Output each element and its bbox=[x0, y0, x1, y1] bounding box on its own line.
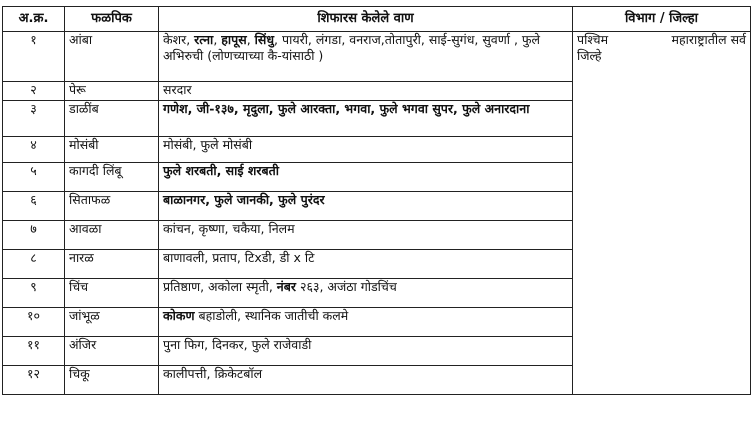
variety-text-bold: रत्ना bbox=[194, 32, 214, 47]
header-serial: अ.क्र. bbox=[3, 7, 65, 32]
variety-text: , bbox=[246, 32, 255, 47]
row-varieties bbox=[159, 279, 573, 308]
header-row bbox=[3, 7, 751, 32]
variety-text: सरदार bbox=[163, 82, 192, 97]
region-word-districts: जिल्हे bbox=[577, 48, 602, 63]
variety-text: , पायरी, लंगडा, वनराज,तोतापुरी, साई-सुगंध, सुवर्णा , फुले अभिरुची (लोणच्याच्या कै-यांसाठी ) bbox=[163, 32, 541, 63]
recommended-varieties-table bbox=[2, 6, 751, 395]
table-row bbox=[3, 32, 751, 82]
row-serial-number: ९ bbox=[3, 279, 65, 308]
row-crop-name: पेरू bbox=[65, 82, 159, 101]
variety-text: कांचन, कृष्णा, चकैया, निलम bbox=[163, 221, 295, 236]
row-varieties bbox=[159, 101, 573, 137]
variety-text: , bbox=[213, 32, 222, 47]
variety-text: बाणावली, प्रताप, टिxडी, डी x टि bbox=[163, 250, 315, 265]
row-crop-name: सिताफळ bbox=[65, 192, 159, 221]
variety-text: पुना फिग, दिनकर, फुले राजेवाडी bbox=[163, 337, 312, 352]
variety-text-bold: बाळानगर, फुले जानकी, फुले पुरंदर bbox=[163, 192, 325, 207]
variety-text-bold: सिंधु bbox=[254, 32, 275, 47]
header-varieties: शिफारस केलेले वाण bbox=[159, 7, 573, 32]
region-word-maharashtra: महाराष्ट्रातील सर्व bbox=[671, 32, 746, 47]
row-varieties bbox=[159, 250, 573, 279]
row-varieties bbox=[159, 163, 573, 192]
row-serial-number: ११ bbox=[3, 337, 65, 366]
variety-text-bold: फुले शरबती, साई शरबती bbox=[163, 163, 279, 178]
variety-text-bold: नंबर bbox=[276, 279, 296, 294]
row-crop-name: अंजिर bbox=[65, 337, 159, 366]
row-varieties bbox=[159, 221, 573, 250]
row-varieties bbox=[159, 137, 573, 163]
row-varieties bbox=[159, 337, 573, 366]
row-varieties bbox=[159, 308, 573, 337]
header-region: विभाग / जिल्हा bbox=[573, 7, 751, 32]
variety-text-bold: कोकण bbox=[163, 308, 195, 323]
row-crop-name: कागदी लिंबू bbox=[65, 163, 159, 192]
row-crop-name: चिकू bbox=[65, 366, 159, 395]
row-serial-number: ८ bbox=[3, 250, 65, 279]
row-serial-number: ५ bbox=[3, 163, 65, 192]
variety-text-bold: गणेश, जी-१३७, मृदुला, फुले आरक्ता, भगवा, फुले भगवा सुपर, फुले अनारदाना bbox=[163, 101, 530, 116]
row-serial-number: ४ bbox=[3, 137, 65, 163]
row-varieties bbox=[159, 366, 573, 395]
row-serial-number: ७ bbox=[3, 221, 65, 250]
row-varieties bbox=[159, 192, 573, 221]
variety-text: प्रतिष्ठाण, अकोला स्मृती, bbox=[163, 279, 277, 294]
table-body bbox=[3, 32, 751, 395]
variety-text: बहाडोली, स्थानिक जातीची कलमे bbox=[194, 308, 349, 323]
row-crop-name: चिंच bbox=[65, 279, 159, 308]
row-crop-name: डाळींब bbox=[65, 101, 159, 137]
row-varieties bbox=[159, 82, 573, 101]
row-crop-name: आंबा bbox=[65, 32, 159, 82]
variety-text: मोसंबी, फुले मोसंबी bbox=[163, 137, 253, 152]
region-cell bbox=[573, 32, 751, 395]
variety-text: केशर, bbox=[163, 32, 195, 47]
row-crop-name: नारळ bbox=[65, 250, 159, 279]
variety-text: कालीपत्ती, क्रिकेटबॉल bbox=[163, 366, 263, 381]
variety-text: २६३, अजंठा गोडचिंच bbox=[295, 279, 397, 294]
row-serial-number: ६ bbox=[3, 192, 65, 221]
region-word-west: पश्चिम bbox=[577, 32, 609, 47]
row-crop-name: जांभूळ bbox=[65, 308, 159, 337]
row-crop-name: मोसंबी bbox=[65, 137, 159, 163]
row-serial-number: १० bbox=[3, 308, 65, 337]
variety-text-bold: हापूस bbox=[221, 32, 247, 47]
row-crop-name: आवळा bbox=[65, 221, 159, 250]
row-varieties bbox=[159, 32, 573, 82]
row-serial-number: २ bbox=[3, 82, 65, 101]
header-crop: फळपिक bbox=[65, 7, 159, 32]
row-serial-number: १ bbox=[3, 32, 65, 82]
row-serial-number: ३ bbox=[3, 101, 65, 137]
row-serial-number: १२ bbox=[3, 366, 65, 395]
